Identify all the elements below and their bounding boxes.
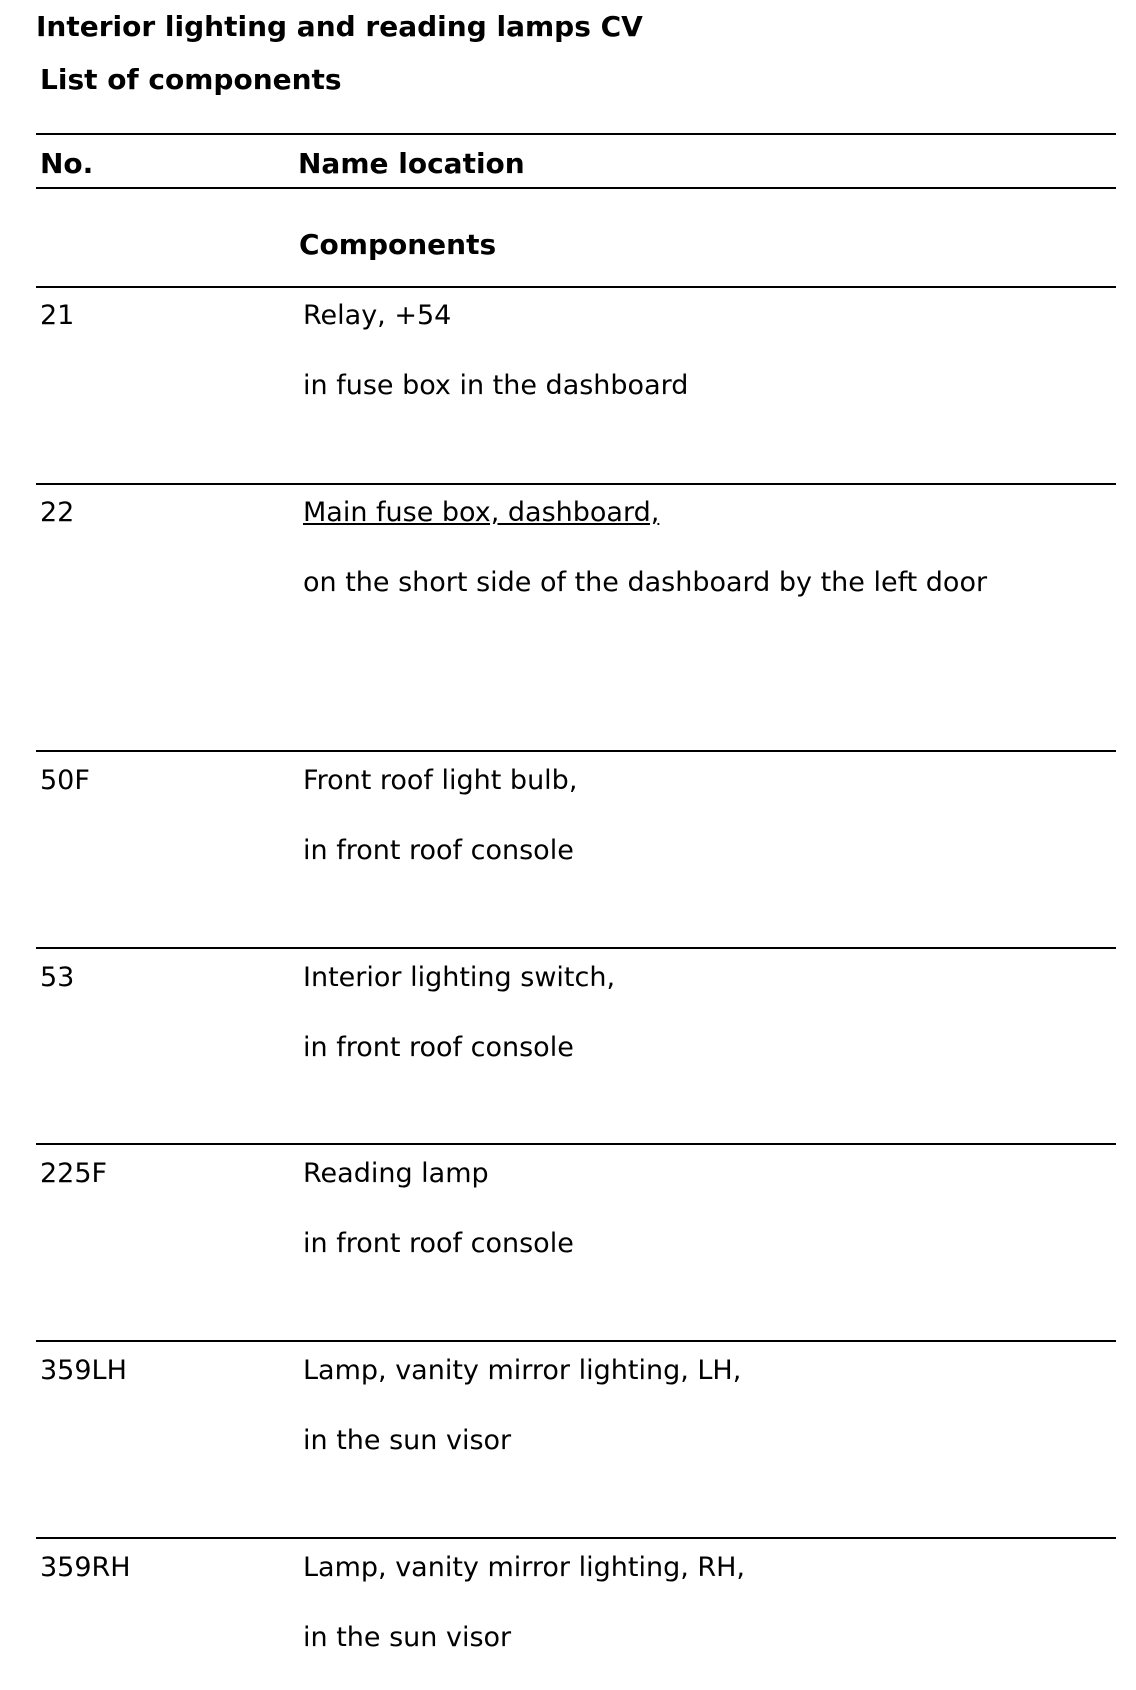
component-number: 50F xyxy=(40,765,90,796)
component-name: Front roof light bulb, xyxy=(303,765,578,796)
row-rule xyxy=(36,1537,1116,1539)
row-rule xyxy=(36,947,1116,949)
component-location: in front roof console xyxy=(303,1032,574,1063)
component-name: Relay, +54 xyxy=(303,300,452,331)
component-number: 359RH xyxy=(40,1552,131,1583)
row-rule xyxy=(36,1143,1116,1145)
component-location: in the sun visor xyxy=(303,1425,512,1456)
section-heading: Components xyxy=(299,228,497,261)
table-top-rule xyxy=(36,133,1116,135)
component-name: Lamp, vanity mirror lighting, RH, xyxy=(303,1552,746,1583)
row-rule xyxy=(36,286,1116,288)
component-name: Reading lamp xyxy=(303,1158,489,1189)
document-title: Interior lighting and reading lamps CV xyxy=(36,10,643,43)
component-location: on the short side of the dashboard by the left door xyxy=(303,567,988,598)
component-location: in front roof console xyxy=(303,1228,574,1259)
component-number: 21 xyxy=(40,300,75,331)
row-rule xyxy=(36,483,1116,485)
component-location: in the sun visor xyxy=(303,1622,512,1653)
component-name: Interior lighting switch, xyxy=(303,962,616,993)
header-name-location: Name location xyxy=(298,147,525,180)
row-rule xyxy=(36,1340,1116,1342)
component-name-link[interactable]: Main fuse box, dashboard, xyxy=(303,497,660,528)
component-location: in fuse box in the dashboard xyxy=(303,370,689,401)
component-name: Lamp, vanity mirror lighting, LH, xyxy=(303,1355,742,1386)
header-number: No. xyxy=(40,147,94,180)
row-rule xyxy=(36,750,1116,752)
component-number: 225F xyxy=(40,1158,108,1189)
component-number: 53 xyxy=(40,962,75,993)
header-rule xyxy=(36,187,1116,189)
document-subtitle: List of components xyxy=(40,63,342,96)
component-number: 22 xyxy=(40,497,75,528)
component-location: in front roof console xyxy=(303,835,574,866)
component-number: 359LH xyxy=(40,1355,127,1386)
